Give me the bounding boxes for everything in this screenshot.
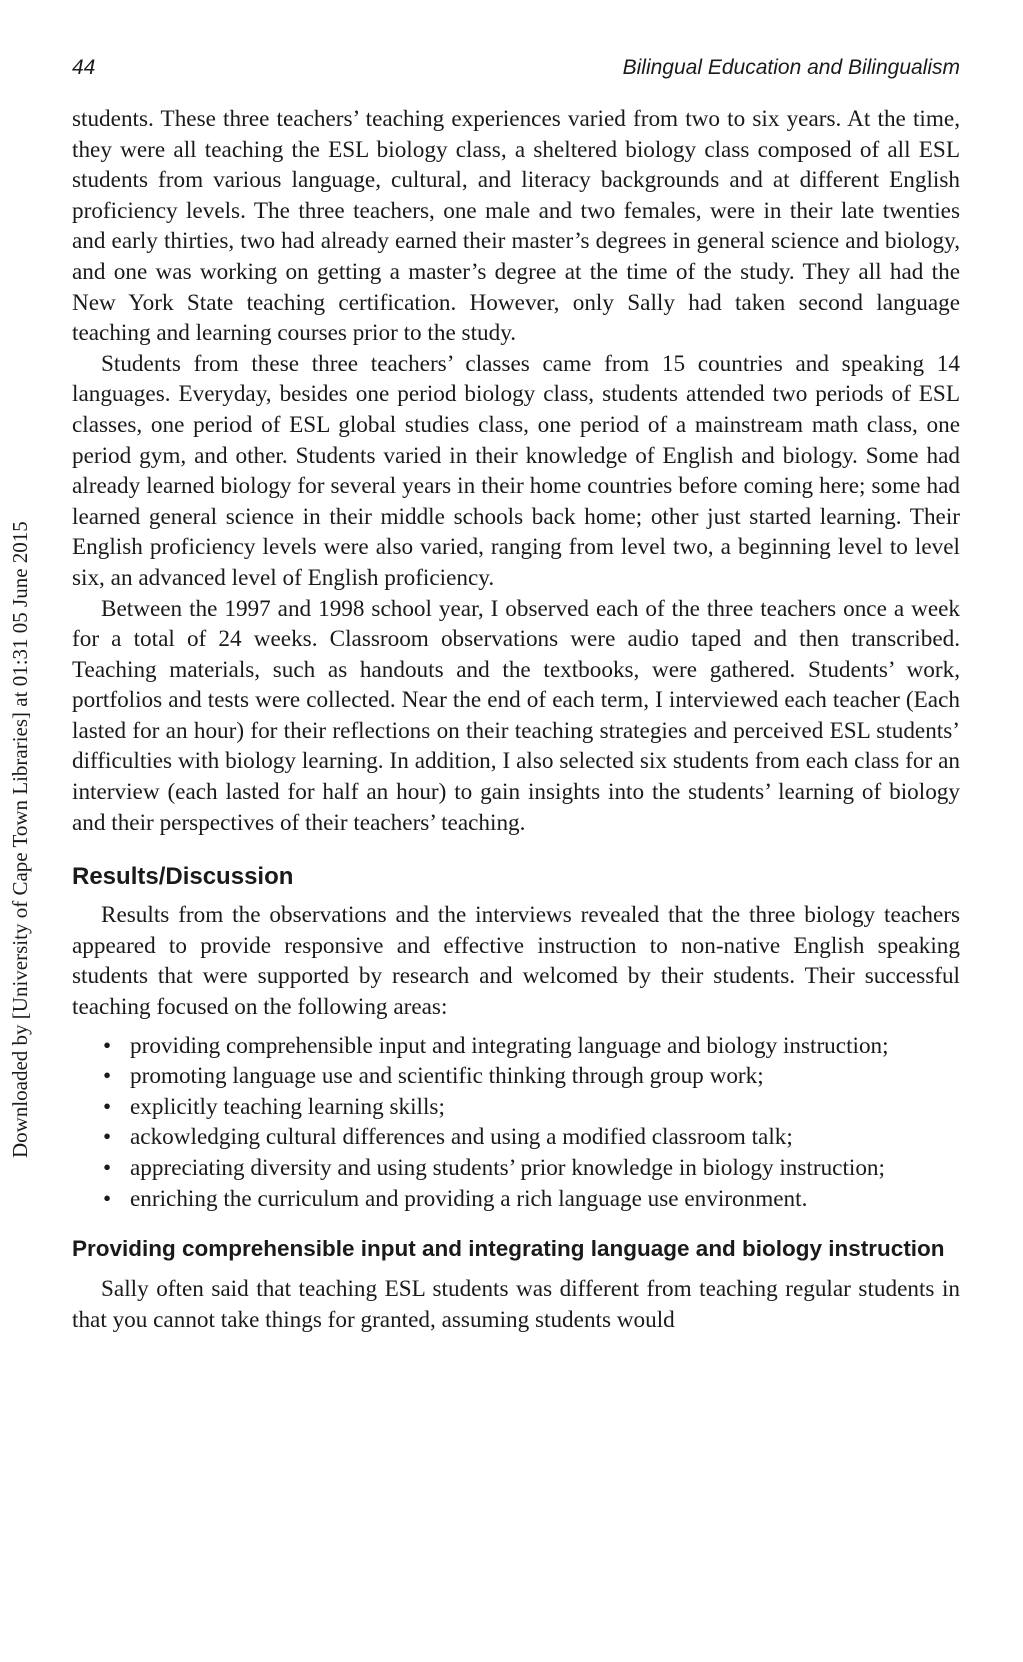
list-item-text: appreciating diversity and using students’ prior knowledge in biology instruction; — [130, 1155, 885, 1181]
bullet-icon: • — [103, 1093, 112, 1120]
bullet-icon: • — [103, 1155, 112, 1181]
bullet-icon: • — [103, 1032, 112, 1059]
paragraph-method: Between the 1997 and 1998 school year, I observed each of the three teachers once a week for a total of 24 weeks. Classroom observations were audio taped and then transcribed. Teaching materials, such as handouts and the textbooks, were gathered. Students’ work, portfolios and tests were collected. Near the end of each term, I interviewed each teacher (Each lasted for an hour) for their reflections on their teaching strategies and perceived ESL students’ difficulties with biology learning. In addition, I also selected six students from each class for an interview (each lasted for half an hour) to gain insights into the students’ learning of biology and their perspectives of their teachers’ teaching. — [72, 595, 960, 836]
running-header — [72, 56, 960, 84]
paragraph-results-intro: Results from the observations and the interviews revealed that the three biology teachers appeared to provide responsive and effective instruction to non-native English speaking students that were supported by research and welcomed by their students. Their successful teaching focused on the following areas: — [72, 902, 960, 1021]
bullet-icon: • — [103, 1185, 112, 1212]
list-item — [103, 1061, 960, 1092]
article-body — [72, 104, 960, 1335]
list-item-text: providing comprehensible input and integrating language and biology instruction; — [130, 1032, 889, 1059]
list-item — [103, 1031, 960, 1062]
list-item — [103, 1092, 960, 1123]
journal-title: Bilingual Education and Bilingualism — [622, 56, 960, 79]
paragraph-teachers: students. These three teachers’ teaching experiences varied from two to six years. At the time, they were all teaching the ESL biology class, a sheltered biology class composed of all ESL students from various language, cultural, and literacy backgrounds and at different English proficiency levels. The three teachers, one male and two females, were in their late twenties and early thirties, two had already earned their master’s degrees in general science and biology, and one was working on getting a master’s degree at the time of the study. They all had the New York State teaching certification. However, only Sally had taken second language teaching and learning courses prior to the study. — [72, 106, 960, 347]
findings-list — [72, 1031, 960, 1215]
subsection-heading-comprehensible-input: Providing comprehensible input and integrating language and biology instruction — [72, 1236, 945, 1262]
paragraph-students: Students from these three teachers’ classes came from 15 countries and speaking 14 languages. Everyday, besides one period biology class, students attended two periods of ESL classes, one period of ESL global studies class, one period of a mainstream math class, one period gym, and other. Students varied in their knowledge of English and biology. Some had already learned biology for several years in their home countries before coming here; some had learned general science in their middle schools back home; other just started learning. Their English proficiency levels were also varied, ranging from level two, a beginning level to level six, an advanced level of English proficiency. — [72, 350, 960, 591]
list-item — [103, 1184, 960, 1215]
list-item-text: promoting language use and scientific thinking through group work; — [130, 1063, 764, 1090]
list-item-text: ackowledging cultural differences and using a modified classroom talk; — [130, 1124, 793, 1151]
paragraph-sally: Sally often said that teaching ESL students was different from teaching regular students in that you cannot take things for granted, assuming students would — [72, 1276, 960, 1333]
section-heading-results: Results/Discussion — [72, 863, 294, 891]
page-number: 44 — [72, 56, 96, 79]
download-watermark: Downloaded by [University of Cape Town Libraries] at 01:31 05 June 2015 — [8, 521, 32, 1159]
list-item — [103, 1153, 960, 1184]
list-item-text: explicitly teaching learning skills; — [130, 1093, 445, 1120]
bullet-icon: • — [103, 1124, 112, 1151]
list-item-text: enriching the curriculum and providing a rich language use environment. — [130, 1185, 808, 1212]
list-item — [103, 1122, 960, 1153]
bullet-icon: • — [103, 1063, 112, 1090]
